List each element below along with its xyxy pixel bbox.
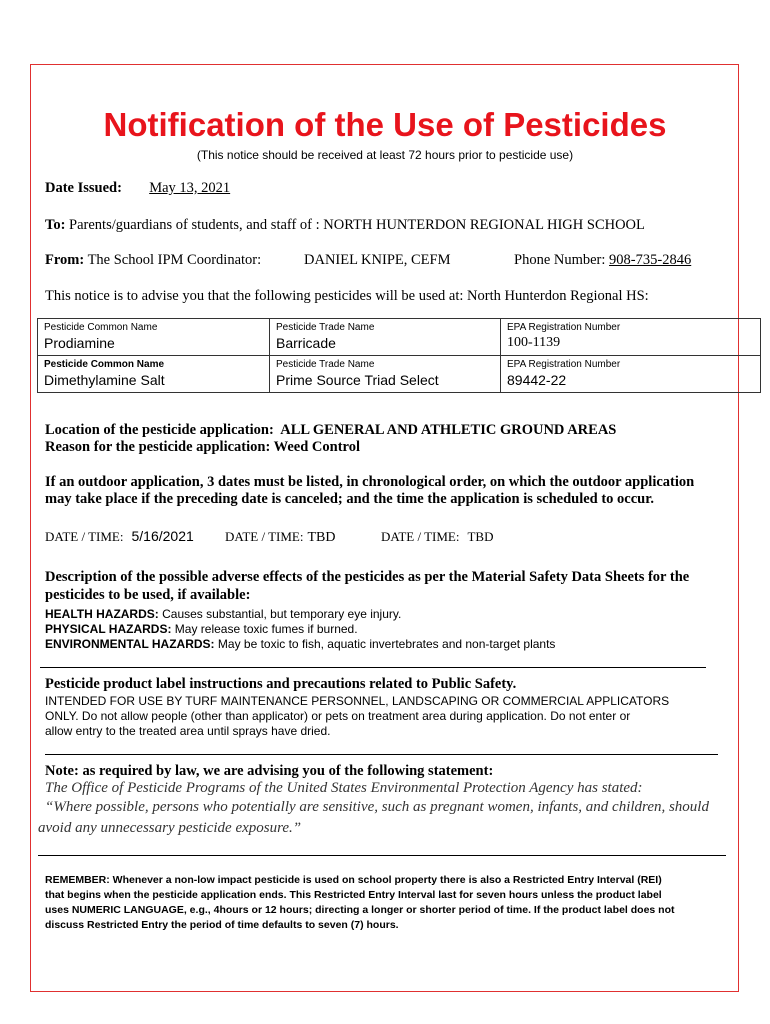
date-time-value: TBD — [467, 529, 494, 544]
label-line: ONLY. Do not allow people (other than applicator) or pets on treatment area during application. Do not enter or — [45, 709, 631, 723]
effects-heading: pesticides to be used, if available: — [45, 587, 251, 603]
epa-number-header: EPA Registration Number — [507, 322, 621, 333]
date-time-1 — [45, 528, 194, 546]
common-name-header: Pesticide Common Name — [44, 322, 158, 333]
date-time-label: DATE / TIME: — [381, 529, 460, 544]
trade-name-value: Barricade — [276, 335, 336, 351]
trade-name-header: Pesticide Trade Name — [276, 322, 375, 333]
hazard-text: May release toxic fumes if burned. — [174, 622, 358, 636]
trade-name-value: Prime Source Triad Select — [276, 372, 439, 388]
coordinator-name: DANIEL KNIPE, CEFM — [304, 252, 451, 268]
epa-statement: “Where possible, persons who potentially are sensitive, such as pregnant women, infants, and children, should — [45, 799, 709, 815]
epa-number-value: 100-1139 — [507, 335, 561, 350]
date-issued-row — [45, 180, 275, 197]
hazard-label: PHYSICAL HAZARDS: — [45, 622, 172, 636]
common-name-header: Pesticide Common Name — [44, 359, 165, 370]
from-text: The School IPM Coordinator: — [87, 252, 262, 268]
phone-value: 908-735-2846 — [609, 252, 692, 268]
table-row — [38, 356, 761, 393]
hazard-label: HEALTH HAZARDS: — [45, 607, 159, 621]
table-cell — [270, 356, 501, 393]
date-time-value: TBD — [307, 530, 336, 545]
table-cell — [501, 356, 761, 393]
to-text: Parents/guardians of students, and staff of : NORTH HUNTERDON REGIONAL HIGH SCHOOL — [69, 217, 645, 233]
from-row — [45, 252, 261, 269]
date-time-3 — [381, 528, 493, 546]
remember-line: REMEMBER: Whenever a non-low impact pesticide is used on school property there is also a Restricted Entry Interval (REI) — [45, 874, 662, 886]
table-cell — [38, 356, 270, 393]
hazard-health — [45, 607, 401, 622]
hazard-environmental — [45, 637, 555, 652]
reason-value: Weed Control — [273, 439, 360, 455]
trade-name-header: Pesticide Trade Name — [276, 359, 375, 370]
divider — [38, 855, 726, 856]
page-title: Notification of the Use of Pesticides — [103, 106, 667, 143]
effects-heading: Description of the possible adverse effects of the pesticides as per the Material Safety Data Sheets for the — [45, 569, 690, 585]
table-cell — [38, 319, 270, 356]
hazard-text: May be toxic to fish, aquatic invertebrates and non-target plants — [217, 637, 556, 651]
table-cell — [501, 319, 761, 356]
pesticide-table — [37, 318, 761, 393]
divider — [40, 667, 706, 668]
phone-label: Phone Number: — [514, 252, 606, 268]
reason-label: Reason for the pesticide application: — [45, 439, 271, 455]
reason-row — [45, 439, 360, 456]
table-row — [38, 319, 761, 356]
date-time-label: DATE / TIME: — [225, 529, 304, 544]
page-subtitle: (This notice should be received at least 72 hours prior to pesticide use) — [196, 148, 574, 162]
location-value: ALL GENERAL AND ATHLETIC GROUND AREAS — [280, 422, 617, 438]
from-label: From: — [45, 252, 85, 268]
location-label: Location of the pesticide application: — [45, 422, 274, 438]
common-name-value: Prodiamine — [44, 335, 115, 351]
outdoor-note-line: If an outdoor application, 3 dates must be listed, in chronological order, on which the outdoor application — [45, 474, 695, 490]
epa-statement: avoid any unnecessary pesticide exposure.” — [38, 820, 302, 836]
note-heading: Note: as required by law, we are advising you of the following statement: — [45, 763, 494, 779]
intro-text: This notice is to advise you that the following pesticides will be used at: North Hunterdon Regional HS: — [45, 288, 649, 304]
remember-line: uses NUMERIC LANGUAGE, e.g., 4hours or 12 hours; directing a longer or shorter period of time. If the product label does not — [45, 904, 675, 916]
remember-line: discuss Restricted Entry the period of time defaults to seven (7) hours. — [45, 919, 399, 931]
epa-number-header: EPA Registration Number — [507, 359, 621, 370]
date-issued-value: May 13, 2021 — [149, 180, 231, 196]
date-time-label: DATE / TIME: — [45, 529, 124, 544]
to-row — [45, 217, 645, 234]
remember-line: that begins when the pesticide application ends. This Restricted Entry Interval last for seven hours unless the product label — [45, 889, 662, 901]
epa-number-value: 89442-22 — [507, 372, 567, 388]
common-name-value: Dimethylamine Salt — [44, 372, 165, 388]
divider — [45, 754, 718, 755]
hazard-text: Causes substantial, but temporary eye injury. — [162, 607, 402, 621]
to-label: To: — [45, 217, 66, 233]
epa-statement: The Office of Pesticide Programs of the United States Environmental Protection Agency has stated: — [45, 780, 643, 796]
date-time-2 — [225, 528, 335, 546]
phone-row — [514, 252, 691, 269]
label-heading: Pesticide product label instructions and precautions related to Public Safety. — [45, 676, 517, 692]
date-issued-label: Date Issued: — [45, 180, 122, 196]
location-row — [45, 422, 616, 439]
label-line: allow entry to the treated area until sprays have dried. — [45, 724, 331, 738]
hazard-physical — [45, 622, 358, 637]
hazard-label: ENVIRONMENTAL HAZARDS: — [45, 637, 215, 651]
label-line: INTENDED FOR USE BY TURF MAINTENANCE PERSONNEL, LANDSCAPING OR COMMERCIAL APPLICATORS — [45, 694, 670, 708]
outdoor-note-line: may take place if the preceding date is canceled; and the time the application is scheduled to occur. — [45, 491, 654, 507]
date-time-value: 5/16/2021 — [131, 528, 194, 544]
table-cell — [270, 319, 501, 356]
